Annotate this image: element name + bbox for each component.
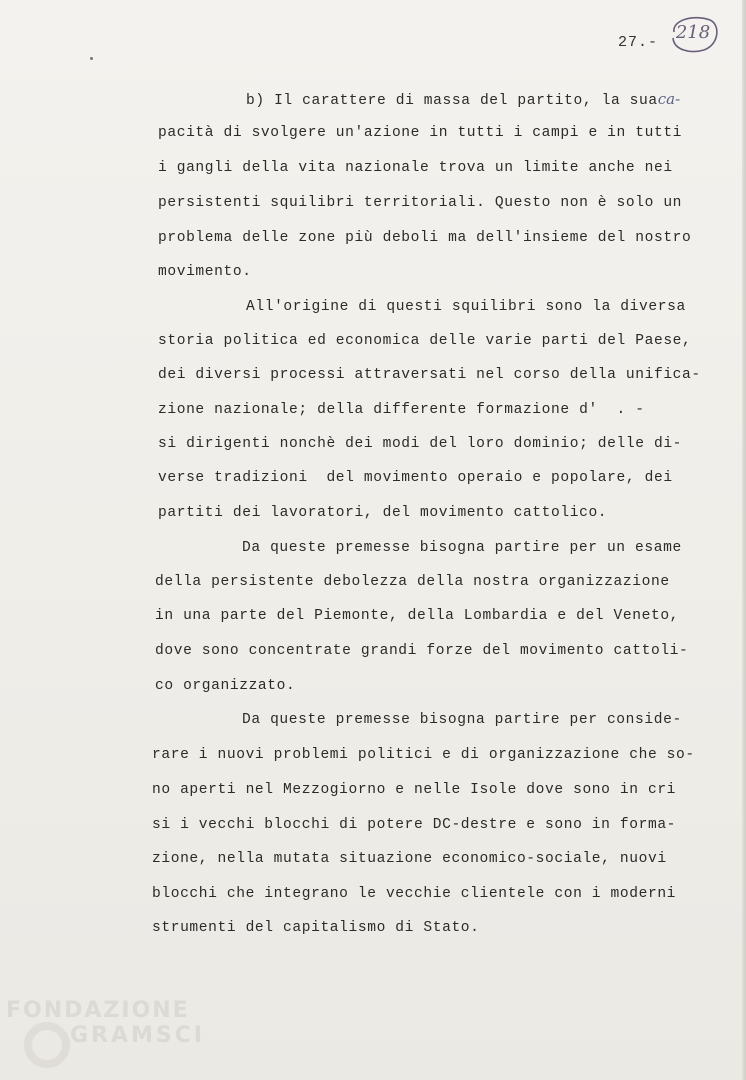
- text-line: blocchi che integrano le vecchie clientele con i moderni: [152, 886, 677, 902]
- text-line: co organizzato.: [155, 678, 296, 694]
- text-line: si dirigenti nonchè dei modi del loro dominio; delle di-: [158, 436, 683, 452]
- handwritten-insertion: ca-: [657, 90, 681, 108]
- stamp-number: 218: [675, 22, 711, 43]
- text-line: persistenti squilibri territoriali. Questo non è solo un: [158, 195, 683, 211]
- watermark: [6, 998, 206, 1048]
- page-number: 27.-: [618, 34, 659, 51]
- text-line: zione nazionale; della differente formazione d' . -: [158, 402, 645, 418]
- text-line: [246, 92, 680, 109]
- watermark-line-2: GRAMSCI: [70, 1023, 206, 1048]
- text-line: pacità di svolgere un'azione in tutti i campi e in tutti: [158, 125, 683, 141]
- text-line: Da queste premesse bisogna partire per un esame: [242, 540, 682, 556]
- text-line: della persistente debolezza della nostra organizzazione: [155, 574, 670, 590]
- text-line: i gangli della vita nazionale trova un limite anche nei: [158, 160, 673, 176]
- line-text: b) Il carattere di massa del partito, la sua: [246, 93, 658, 109]
- text-line: zione, nella mutata situazione economico-sociale, nuovi: [152, 851, 667, 867]
- text-line: partiti dei lavoratori, del movimento cattolico.: [158, 505, 608, 521]
- watermark-line-1: FONDAZIONE: [6, 998, 190, 1023]
- text-line: All'origine di questi squilibri sono la diversa: [246, 299, 686, 315]
- text-line: Da queste premesse bisogna partire per conside-: [242, 712, 682, 728]
- text-line: strumenti del capitalismo di Stato.: [152, 920, 480, 936]
- text-line: rare i nuovi problemi politici e di organizzazione che so-: [152, 747, 695, 763]
- text-line: si i vecchi blocchi di potere DC-destre e sono in forma-: [152, 817, 677, 833]
- text-line: in una parte del Piemonte, della Lombardia e del Veneto,: [155, 608, 680, 624]
- text-line: dove sono concentrate grandi forze del movimento cattoli-: [155, 643, 689, 659]
- text-line: verse tradizioni del movimento operaio e popolare, dei: [158, 470, 673, 486]
- text-line: no aperti nel Mezzogiorno e nelle Isole dove sono in cri: [152, 782, 677, 798]
- text-line: movimento.: [158, 264, 252, 280]
- text-line: dei diversi processi attraversati nel corso della unifica-: [158, 367, 701, 383]
- text-line: problema delle zone più deboli ma dell'insieme del nostro: [158, 230, 692, 246]
- text-line: storia politica ed economica delle varie parti del Paese,: [158, 333, 692, 349]
